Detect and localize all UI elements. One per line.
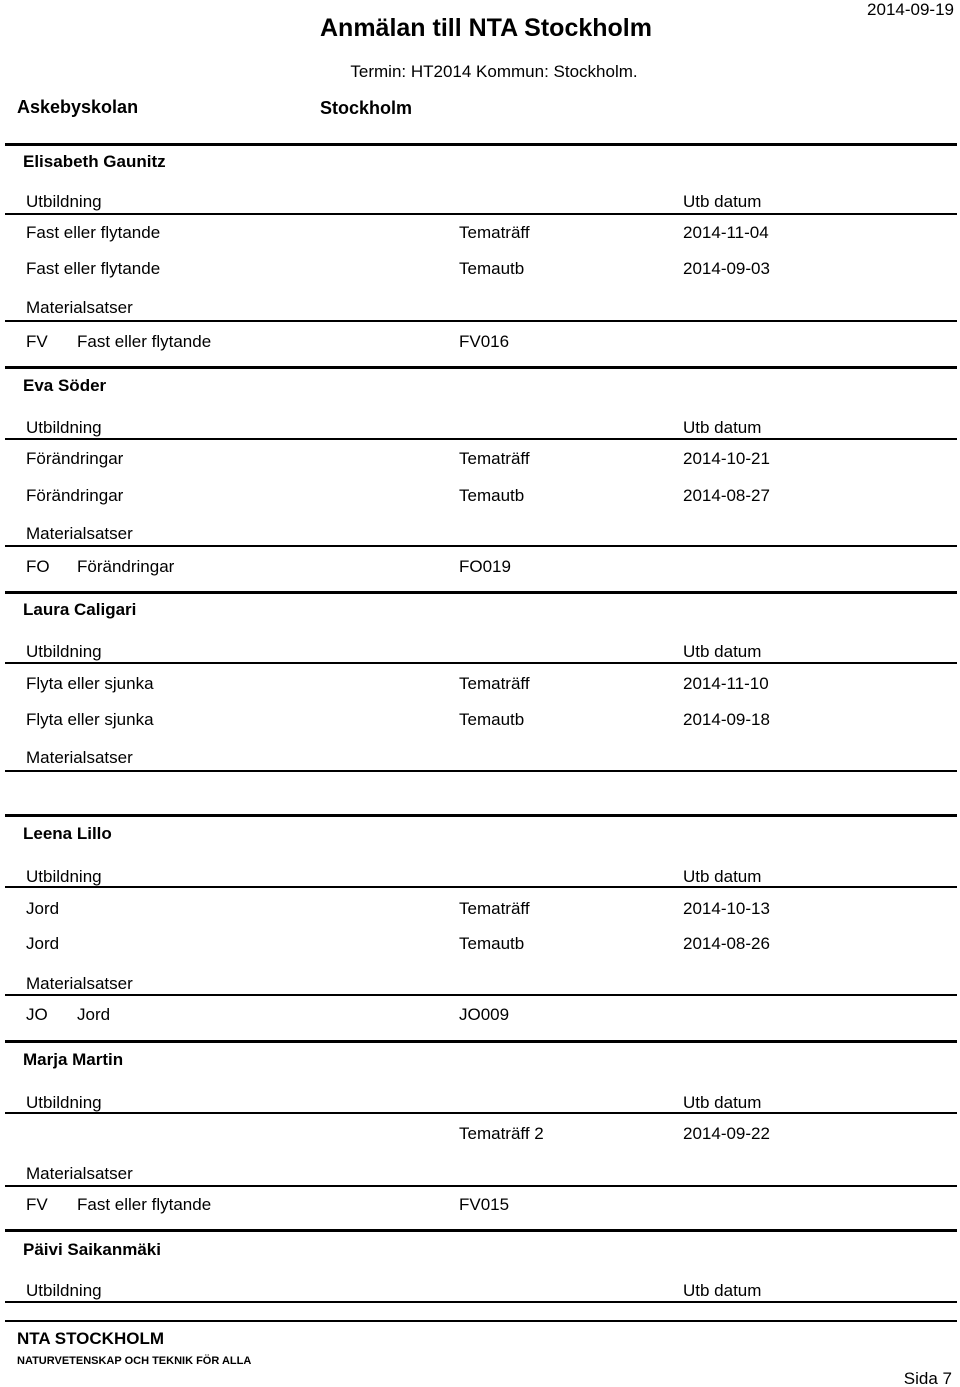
utb-datum-header: Utb datum bbox=[683, 867, 762, 886]
header-underline bbox=[5, 886, 957, 888]
utbildning-header: Utbildning bbox=[26, 192, 102, 211]
materialsatser-header: Materialsatser bbox=[26, 974, 133, 993]
training-course: Jord bbox=[26, 934, 60, 953]
section-divider bbox=[5, 1229, 957, 1232]
kit-id: FO019 bbox=[459, 557, 511, 576]
header-underline bbox=[5, 1112, 957, 1114]
page-title: Anmälan till NTA Stockholm bbox=[320, 14, 652, 42]
term-subtitle: Termin: HT2014 Kommun: Stockholm. bbox=[350, 62, 638, 81]
section-divider bbox=[5, 1040, 957, 1043]
kit-id: FV016 bbox=[459, 332, 510, 351]
utb-datum-header: Utb datum bbox=[683, 418, 762, 437]
header-underline bbox=[5, 1301, 957, 1303]
materialsatser-header: Materialsatser bbox=[26, 524, 133, 543]
utbildning-header: Utbildning bbox=[26, 1281, 102, 1300]
training-course: Förändringar bbox=[26, 486, 124, 505]
utbildning-header: Utbildning bbox=[26, 418, 102, 437]
training-date: 2014-09-03 bbox=[683, 259, 770, 278]
report-date: 2014-09-19 bbox=[867, 0, 954, 19]
person-name: Eva Söder bbox=[23, 376, 107, 395]
training-type: Temautb bbox=[459, 259, 525, 278]
header-underline bbox=[5, 320, 957, 322]
footer-divider bbox=[5, 1320, 957, 1322]
training-course: Flyta eller sjunka bbox=[26, 710, 154, 729]
training-course: Jord bbox=[26, 899, 60, 918]
person-name: Marja Martin bbox=[23, 1050, 124, 1069]
section-divider bbox=[5, 366, 957, 369]
person-name: Elisabeth Gaunitz bbox=[23, 152, 166, 171]
training-date: 2014-11-10 bbox=[683, 674, 769, 693]
section-divider bbox=[5, 814, 957, 817]
kit-id: JO009 bbox=[459, 1005, 510, 1024]
training-type: Temautb bbox=[459, 710, 525, 729]
materialsatser-header: Materialsatser bbox=[26, 1164, 133, 1183]
header-underline bbox=[5, 213, 957, 215]
header-underline bbox=[5, 662, 957, 664]
training-date: 2014-08-26 bbox=[683, 934, 770, 953]
school-name: Askebyskolan bbox=[17, 97, 139, 117]
kit-name: Jord bbox=[77, 1005, 111, 1024]
kit-name: Förändringar bbox=[77, 557, 175, 576]
header-underline bbox=[5, 1185, 957, 1187]
utb-datum-header: Utb datum bbox=[683, 1093, 762, 1112]
kit-id: FV015 bbox=[459, 1195, 510, 1214]
training-date: 2014-10-13 bbox=[683, 899, 770, 918]
section-divider bbox=[5, 591, 957, 594]
training-course: Förändringar bbox=[26, 449, 124, 468]
person-name: Laura Caligari bbox=[23, 600, 137, 619]
utb-datum-header: Utb datum bbox=[683, 642, 762, 661]
utbildning-header: Utbildning bbox=[26, 642, 102, 661]
header-underline bbox=[5, 994, 957, 996]
materialsatser-header: Materialsatser bbox=[26, 748, 133, 767]
kit-name: Fast eller flytande bbox=[77, 1195, 212, 1214]
footer-tagline: NATURVETENSKAP OCH TEKNIK FÖR ALLA bbox=[17, 1355, 252, 1367]
utb-datum-header: Utb datum bbox=[683, 192, 762, 211]
training-type: Tematräff bbox=[459, 223, 530, 242]
footer-org: NTA STOCKHOLM bbox=[17, 1329, 165, 1348]
utbildning-header: Utbildning bbox=[26, 1093, 102, 1112]
kit-name: Fast eller flytande bbox=[77, 332, 212, 351]
kit-code: JO bbox=[26, 1005, 48, 1024]
training-date: 2014-11-04 bbox=[683, 223, 769, 242]
page-number: Sida 7 bbox=[903, 1369, 952, 1387]
utbildning-header: Utbildning bbox=[26, 867, 102, 886]
training-type: Tematräff bbox=[459, 674, 530, 693]
training-course: Fast eller flytande bbox=[26, 223, 161, 242]
utb-datum-header: Utb datum bbox=[683, 1281, 762, 1300]
training-type: Tematräff 2 bbox=[459, 1124, 544, 1143]
kit-code: FV bbox=[26, 1195, 48, 1214]
training-type: Tematräff bbox=[459, 449, 530, 468]
training-date: 2014-09-22 bbox=[683, 1124, 770, 1143]
person-name: Leena Lillo bbox=[23, 824, 112, 843]
header-underline bbox=[5, 545, 957, 547]
kit-code: FV bbox=[26, 332, 48, 351]
city-name: Stockholm bbox=[320, 98, 413, 118]
training-type: Temautb bbox=[459, 486, 525, 505]
header-underline bbox=[5, 770, 957, 772]
header-underline bbox=[5, 438, 957, 440]
training-course: Flyta eller sjunka bbox=[26, 674, 154, 693]
person-name: Päivi Saikanmäki bbox=[23, 1240, 161, 1259]
training-date: 2014-08-27 bbox=[683, 486, 770, 505]
section-divider bbox=[5, 143, 957, 146]
materialsatser-header: Materialsatser bbox=[26, 298, 133, 317]
kit-code: FO bbox=[26, 557, 50, 576]
training-course: Fast eller flytande bbox=[26, 259, 161, 278]
training-type: Tematräff bbox=[459, 899, 530, 918]
training-date: 2014-09-18 bbox=[683, 710, 770, 729]
training-type: Temautb bbox=[459, 934, 525, 953]
training-date: 2014-10-21 bbox=[683, 449, 770, 468]
